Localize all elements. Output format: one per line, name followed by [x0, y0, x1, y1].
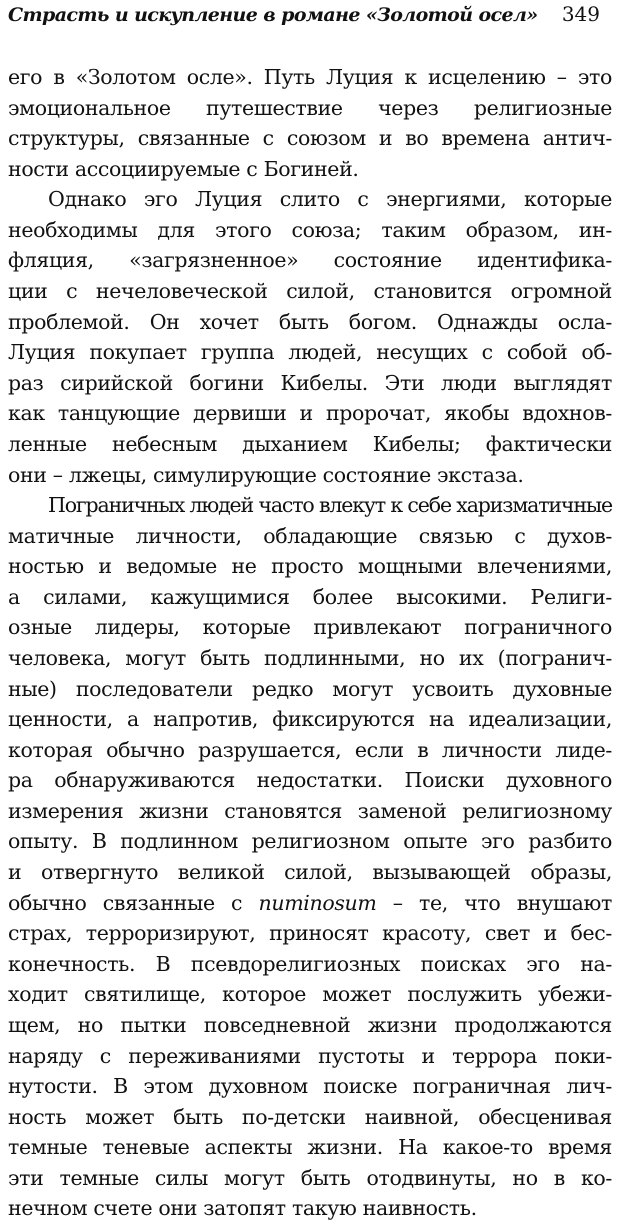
- text-line: они – лжецы, симулирующие состояние экстаза.: [8, 462, 524, 487]
- text-line: ра обнаруживаются недостатки. Поиски духовного: [8, 768, 612, 793]
- text-line: нутости. В этом духовном поиске пограничная лич-: [8, 1074, 612, 1099]
- text-line: структуры, связанные с союзом и во времена антич-: [8, 126, 612, 151]
- text-line: ностью и ведомые не просто мощными влечениями,: [8, 554, 612, 579]
- text-line: нечном счете они затопят такую наивность.: [8, 1196, 477, 1221]
- text-line: темные теневые аспекты жизни. На какое-то время: [8, 1135, 612, 1160]
- text-line: фляция, «загрязненное» состояние идентифика-: [8, 248, 612, 273]
- text-line: ценности, а напротив, фиксируются на идеализации,: [8, 707, 612, 732]
- text-line: ленные небесным дыханием Кибелы; фактически: [8, 431, 612, 456]
- text-line: которая обычно разрушается, если в личности лиде-: [8, 737, 612, 762]
- text-line: матичные личности, обладающие связью с духов-: [8, 523, 612, 548]
- text-line: его в «Золотом осле». Путь Луция к исцелению – это: [8, 65, 612, 89]
- text-fragment: – те, что внушают: [376, 890, 612, 915]
- latin-term: numinosum: [258, 890, 377, 915]
- chapter-title: Страсть и искупление в романе «Золотой осел»: [8, 4, 538, 26]
- text-line: проблемой. Он хочет быть богом. Однажды осла-: [8, 309, 612, 334]
- text-line: эмоциональное путешествие через религиозные: [8, 95, 612, 120]
- text-line: а силами, кажущимися более высокими. Религи-: [8, 584, 612, 609]
- text-line: и отвергнуто великой силой, вызывающей образы,: [8, 860, 612, 885]
- text-line: опыту. В подлинном религиозном опыте эго разбито: [8, 829, 612, 854]
- text-line: человека, могут быть подлинными, но их (погранич-: [8, 645, 612, 670]
- text-line: Пограничных людей часто влекут к себе харизматичные: [48, 493, 612, 518]
- text-line-with-term: [8, 888, 612, 919]
- text-line: наряду с переживаниями пустоты и террора поки-: [8, 1043, 612, 1068]
- text-fragment: обычно связанные с: [8, 890, 259, 915]
- text-line: страх, терроризируют, приносят красоту, свет и бес-: [8, 921, 612, 946]
- text-line: Однако эго Луция слито с энергиями, которые: [48, 187, 612, 212]
- text-line: озные лидеры, которые привлекают пограничного: [8, 615, 612, 640]
- text-line: ции с нечеловеческой силой, становится огромной: [8, 279, 612, 304]
- text-line: измерения жизни становятся заменой религиозному: [8, 798, 612, 823]
- body-text: [8, 62, 612, 1224]
- text-line: эти темные силы могут быть отодвинуты, но в ко-: [8, 1165, 612, 1190]
- text-line: щем, но пытки повседневной жизни продолжаются: [8, 1012, 612, 1037]
- text-line: ности ассоциируемые с Богиней.: [8, 156, 359, 181]
- text-line: ные) последователи редко могут усвоить духовные: [8, 676, 612, 701]
- text-line: конечность. В псевдорелигиозных поисках эго на-: [8, 951, 612, 976]
- text-line: как танцующие дервиши и пророчат, якобы вдохнов-: [8, 401, 612, 426]
- text-line: ходит святилище, которое может послужить убежи-: [8, 982, 612, 1007]
- text-line: раз сирийской богини Кибелы. Эти люди выглядят: [8, 370, 612, 395]
- text-line: Луция покупает группа людей, несущих с собой об-: [8, 340, 612, 365]
- text-line: ность может быть по-детски наивной, обесценивая: [8, 1104, 612, 1129]
- running-header: [8, 2, 612, 38]
- text-line: необходимы для этого союза; таким образом, ин-: [8, 217, 612, 242]
- page-number: 349: [561, 2, 600, 26]
